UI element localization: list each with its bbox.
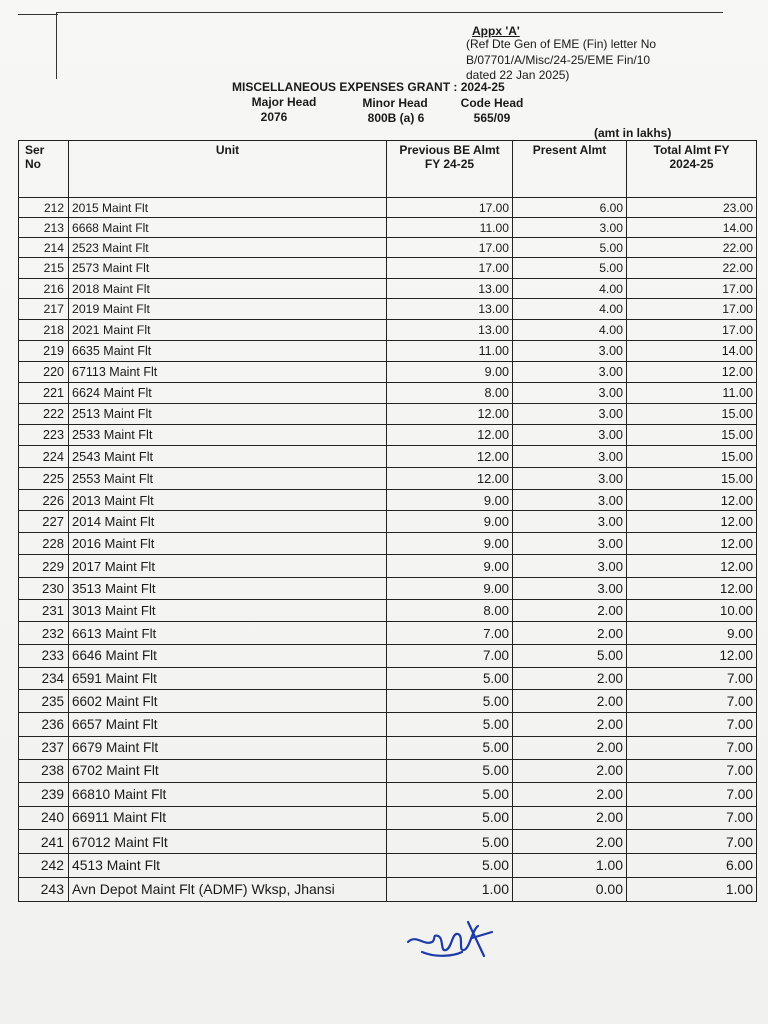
cell-previous-be: 5.00 <box>387 667 513 690</box>
cell-previous-be: 11.00 <box>387 218 513 238</box>
cell-unit: 6646 Maint Flt <box>69 644 387 667</box>
table-row <box>19 299 757 320</box>
cell-unit: 2573 Maint Flt <box>69 258 387 278</box>
ref-line-3: dated 22 Jan 2025) <box>466 68 570 82</box>
cell-unit: 67012 Maint Flt <box>69 830 387 854</box>
table-row <box>19 853 757 877</box>
table-row <box>19 783 757 807</box>
table-row <box>19 238 757 258</box>
cell-present: 2.00 <box>513 690 627 713</box>
cell-previous-be: 7.00 <box>387 622 513 645</box>
col-header-total-line2: 2024-25 <box>669 157 714 171</box>
cell-present: 2.00 <box>513 667 627 690</box>
cell-present: 2.00 <box>513 736 627 759</box>
table-row <box>19 644 757 667</box>
table-row <box>19 806 757 830</box>
cell-ser: 218 <box>19 319 69 340</box>
cell-previous-be: 5.00 <box>387 806 513 830</box>
cell-present: 5.00 <box>513 258 627 278</box>
cell-total: 15.00 <box>627 467 757 489</box>
cell-unit: 2014 Maint Flt <box>69 511 387 533</box>
cell-present: 2.00 <box>513 599 627 622</box>
cell-unit: 66911 Maint Flt <box>69 806 387 830</box>
cell-total: 15.00 <box>627 446 757 468</box>
cell-unit: 2533 Maint Flt <box>69 425 387 446</box>
cell-previous-be: 5.00 <box>387 713 513 736</box>
cell-unit: 4513 Maint Flt <box>69 853 387 877</box>
col-header-ser-line2: No <box>25 157 41 171</box>
cell-unit: 6679 Maint Flt <box>69 736 387 759</box>
col-header-total-line1: Total Almt FY <box>653 143 730 157</box>
table-row <box>19 340 757 361</box>
cell-unit: 6668 Maint Flt <box>69 218 387 238</box>
cell-ser: 224 <box>19 446 69 468</box>
cell-ser: 231 <box>19 599 69 622</box>
cell-unit: Avn Depot Maint Flt (ADMF) Wksp, Jhansi <box>69 877 387 901</box>
cell-previous-be: 13.00 <box>387 319 513 340</box>
table-row <box>19 218 757 238</box>
table-row <box>19 198 757 218</box>
minor-head-label: Minor Head <box>362 96 428 110</box>
cell-ser: 228 <box>19 533 69 555</box>
cell-present: 4.00 <box>513 278 627 299</box>
cell-previous-be: 8.00 <box>387 382 513 403</box>
cell-unit: 2543 Maint Flt <box>69 446 387 468</box>
cell-unit: 6702 Maint Flt <box>69 759 387 782</box>
cell-previous-be: 5.00 <box>387 783 513 807</box>
cell-previous-be: 5.00 <box>387 830 513 854</box>
cell-ser: 239 <box>19 783 69 807</box>
cell-total: 1.00 <box>627 877 757 901</box>
cell-present: 0.00 <box>513 877 627 901</box>
cell-unit: 2018 Maint Flt <box>69 278 387 299</box>
table-row <box>19 258 757 278</box>
col-header-total <box>627 141 757 198</box>
appendix-title: Appx 'A' <box>472 24 520 38</box>
cell-present: 3.00 <box>513 361 627 382</box>
cell-previous-be: 5.00 <box>387 853 513 877</box>
cell-total: 7.00 <box>627 667 757 690</box>
grant-title: MISCELLANEOUS EXPENSES GRANT : 2024-25 <box>232 80 505 94</box>
cell-total: 7.00 <box>627 806 757 830</box>
cell-total: 12.00 <box>627 644 757 667</box>
code-head-value: 565/09 <box>473 111 511 125</box>
table-row <box>19 713 757 736</box>
cell-unit: 2523 Maint Flt <box>69 238 387 258</box>
cell-ser: 232 <box>19 622 69 645</box>
table-row <box>19 577 757 599</box>
cell-total: 12.00 <box>627 533 757 555</box>
cell-total: 6.00 <box>627 853 757 877</box>
cell-total: 11.00 <box>627 382 757 403</box>
table-row <box>19 533 757 555</box>
table-body <box>19 198 757 902</box>
col-header-unit <box>69 141 387 198</box>
cell-total: 7.00 <box>627 713 757 736</box>
cell-present: 2.00 <box>513 830 627 854</box>
cell-unit: 6591 Maint Flt <box>69 667 387 690</box>
cell-previous-be: 9.00 <box>387 511 513 533</box>
cell-present: 3.00 <box>513 425 627 446</box>
cell-ser: 241 <box>19 830 69 854</box>
cell-previous-be: 7.00 <box>387 644 513 667</box>
cell-previous-be: 5.00 <box>387 759 513 782</box>
cell-previous-be: 9.00 <box>387 533 513 555</box>
major-head-label: Major Head <box>251 95 317 109</box>
cell-previous-be: 13.00 <box>387 299 513 320</box>
cell-previous-be: 8.00 <box>387 599 513 622</box>
cell-previous-be: 12.00 <box>387 425 513 446</box>
cell-ser: 226 <box>19 489 69 511</box>
cell-ser: 219 <box>19 340 69 361</box>
cell-present: 2.00 <box>513 806 627 830</box>
cell-total: 22.00 <box>627 238 757 258</box>
cell-present: 2.00 <box>513 783 627 807</box>
cell-present: 2.00 <box>513 622 627 645</box>
cell-unit: 6657 Maint Flt <box>69 713 387 736</box>
cell-ser: 233 <box>19 644 69 667</box>
cell-present: 4.00 <box>513 299 627 320</box>
cell-present: 3.00 <box>513 218 627 238</box>
cell-unit: 6602 Maint Flt <box>69 690 387 713</box>
cell-unit: 3513 Maint Flt <box>69 577 387 599</box>
cell-total: 7.00 <box>627 830 757 854</box>
cell-total: 22.00 <box>627 258 757 278</box>
cell-total: 10.00 <box>627 599 757 622</box>
amount-unit-note: (amt in lakhs) <box>594 126 672 140</box>
table-row <box>19 877 757 901</box>
cell-unit: 2013 Maint Flt <box>69 489 387 511</box>
cell-ser: 230 <box>19 577 69 599</box>
code-head-label: Code Head <box>460 96 524 110</box>
cell-unit: 2019 Maint Flt <box>69 299 387 320</box>
cell-total: 9.00 <box>627 622 757 645</box>
cell-present: 3.00 <box>513 489 627 511</box>
cell-unit: 2015 Maint Flt <box>69 198 387 218</box>
cell-ser: 217 <box>19 299 69 320</box>
cell-ser: 242 <box>19 853 69 877</box>
major-head-value: 2076 <box>260 110 288 124</box>
table-row <box>19 467 757 489</box>
table-row <box>19 667 757 690</box>
cell-present: 3.00 <box>513 555 627 577</box>
ref-line-2: B/07701/A/Misc/24-25/EME Fin/10 <box>466 53 651 67</box>
cell-total: 12.00 <box>627 511 757 533</box>
cell-previous-be: 9.00 <box>387 489 513 511</box>
signature-icon <box>402 912 498 966</box>
col-header-previous <box>387 141 513 198</box>
cell-present: 4.00 <box>513 319 627 340</box>
cell-total: 15.00 <box>627 403 757 424</box>
table-row <box>19 446 757 468</box>
table-row <box>19 759 757 782</box>
table-row <box>19 278 757 299</box>
table-row <box>19 382 757 403</box>
cell-unit: 2021 Maint Flt <box>69 319 387 340</box>
cell-previous-be: 5.00 <box>387 736 513 759</box>
cell-ser: 243 <box>19 877 69 901</box>
cell-present: 3.00 <box>513 340 627 361</box>
cell-present: 3.00 <box>513 467 627 489</box>
cell-present: 3.00 <box>513 511 627 533</box>
table-row <box>19 830 757 854</box>
cell-ser: 225 <box>19 467 69 489</box>
table-row <box>19 622 757 645</box>
allotment-table <box>18 140 757 902</box>
cell-total: 12.00 <box>627 555 757 577</box>
cell-previous-be: 5.00 <box>387 690 513 713</box>
cell-ser: 216 <box>19 278 69 299</box>
cell-ser: 223 <box>19 425 69 446</box>
cell-present: 3.00 <box>513 533 627 555</box>
cell-previous-be: 17.00 <box>387 198 513 218</box>
cell-unit: 6635 Maint Flt <box>69 340 387 361</box>
table-row <box>19 555 757 577</box>
col-header-previous-line2: FY 24-25 <box>424 157 475 171</box>
cell-ser: 214 <box>19 238 69 258</box>
cell-unit: 2553 Maint Flt <box>69 467 387 489</box>
cell-unit: 2513 Maint Flt <box>69 403 387 424</box>
cell-ser: 235 <box>19 690 69 713</box>
cell-total: 17.00 <box>627 278 757 299</box>
cell-unit: 66810 Maint Flt <box>69 783 387 807</box>
table-row <box>19 511 757 533</box>
cell-ser: 236 <box>19 713 69 736</box>
cell-total: 15.00 <box>627 425 757 446</box>
cell-present: 3.00 <box>513 403 627 424</box>
cell-ser: 229 <box>19 555 69 577</box>
cell-present: 3.00 <box>513 446 627 468</box>
cell-previous-be: 17.00 <box>387 238 513 258</box>
table-row <box>19 425 757 446</box>
cell-previous-be: 12.00 <box>387 467 513 489</box>
cell-ser: 234 <box>19 667 69 690</box>
cell-present: 2.00 <box>513 759 627 782</box>
table-row <box>19 736 757 759</box>
cell-total: 7.00 <box>627 736 757 759</box>
table-row <box>19 361 757 382</box>
cell-ser: 221 <box>19 382 69 403</box>
cell-present: 5.00 <box>513 644 627 667</box>
cell-unit: 6624 Maint Flt <box>69 382 387 403</box>
cell-unit: 2017 Maint Flt <box>69 555 387 577</box>
cell-previous-be: 9.00 <box>387 577 513 599</box>
cell-total: 7.00 <box>627 783 757 807</box>
cell-present: 3.00 <box>513 577 627 599</box>
table-row <box>19 599 757 622</box>
col-header-present <box>513 141 627 198</box>
cell-previous-be: 12.00 <box>387 446 513 468</box>
cell-total: 12.00 <box>627 361 757 382</box>
col-header-unit-label: Unit <box>215 143 240 157</box>
cell-ser: 213 <box>19 218 69 238</box>
cell-previous-be: 9.00 <box>387 361 513 382</box>
table-row <box>19 319 757 340</box>
cell-present: 6.00 <box>513 198 627 218</box>
cell-total: 7.00 <box>627 690 757 713</box>
col-header-previous-line1: Previous BE Almt <box>399 143 500 157</box>
cell-ser: 215 <box>19 258 69 278</box>
cell-present: 5.00 <box>513 238 627 258</box>
cell-ser: 220 <box>19 361 69 382</box>
minor-head-value: 800B (a) 6 <box>367 111 425 125</box>
table-row <box>19 403 757 424</box>
cell-total: 12.00 <box>627 489 757 511</box>
col-header-ser-line1: Ser <box>25 143 45 157</box>
cell-unit: 3013 Maint Flt <box>69 599 387 622</box>
cell-unit: 2016 Maint Flt <box>69 533 387 555</box>
table-row <box>19 690 757 713</box>
cell-present: 1.00 <box>513 853 627 877</box>
cell-previous-be: 1.00 <box>387 877 513 901</box>
cell-ser: 227 <box>19 511 69 533</box>
table-header-row <box>19 141 757 198</box>
cell-unit: 67113 Maint Flt <box>69 361 387 382</box>
cell-ser: 237 <box>19 736 69 759</box>
cell-present: 2.00 <box>513 713 627 736</box>
cell-ser: 238 <box>19 759 69 782</box>
cell-total: 12.00 <box>627 577 757 599</box>
cell-total: 14.00 <box>627 218 757 238</box>
cell-unit: 6613 Maint Flt <box>69 622 387 645</box>
col-header-present-label: Present Almt <box>532 143 607 157</box>
cell-previous-be: 13.00 <box>387 278 513 299</box>
cell-total: 17.00 <box>627 299 757 320</box>
table-row <box>19 489 757 511</box>
cell-previous-be: 17.00 <box>387 258 513 278</box>
cell-total: 23.00 <box>627 198 757 218</box>
cell-present: 3.00 <box>513 382 627 403</box>
cell-previous-be: 9.00 <box>387 555 513 577</box>
cell-ser: 212 <box>19 198 69 218</box>
ref-line-1: (Ref Dte Gen of EME (Fin) letter No <box>466 37 657 51</box>
cell-previous-be: 12.00 <box>387 403 513 424</box>
cell-previous-be: 11.00 <box>387 340 513 361</box>
cell-ser: 222 <box>19 403 69 424</box>
cell-total: 14.00 <box>627 340 757 361</box>
cell-total: 17.00 <box>627 319 757 340</box>
cell-ser: 240 <box>19 806 69 830</box>
cell-total: 7.00 <box>627 759 757 782</box>
col-header-ser <box>19 141 69 198</box>
